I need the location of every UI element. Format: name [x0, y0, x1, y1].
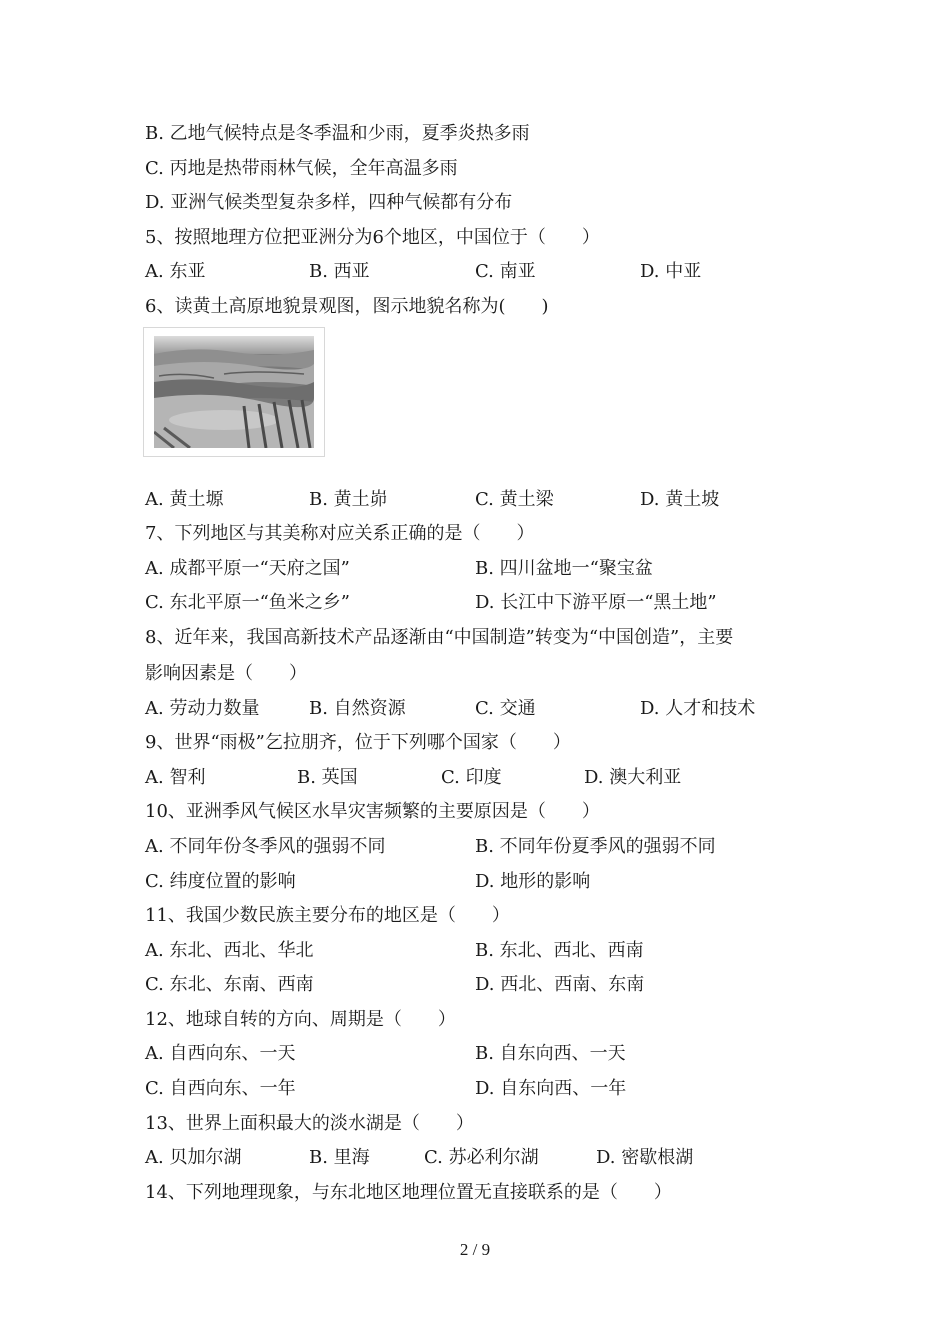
- q8-option-c: C. 交通: [475, 698, 536, 719]
- question-5-stem: 5、按照地理方位把亚洲分为6个地区，中国位于（ ）: [145, 227, 600, 248]
- q12-option-d: D. 自东向西、一年: [475, 1078, 627, 1099]
- q13-option-a: A. 贝加尔湖: [145, 1147, 242, 1168]
- q6-option-c: C. 黄土梁: [475, 489, 554, 510]
- q7-option-b: B. 四川盆地一“聚宝盆: [475, 558, 653, 579]
- q8-option-b: B. 自然资源: [309, 698, 406, 719]
- loess-landscape-image: [154, 336, 314, 448]
- question-14-stem: 14、下列地理现象，与东北地区地理位置无直接联系的是（ ）: [145, 1182, 672, 1203]
- q9-option-c: C. 印度: [441, 767, 502, 788]
- question-13-stem: 13、世界上面积最大的淡水湖是（ ）: [145, 1113, 474, 1134]
- q11-option-c: C. 东北、东南、西南: [145, 974, 314, 995]
- q10-option-c: C. 纬度位置的影响: [145, 871, 296, 892]
- q10-option-b: B. 不同年份夏季风的强弱不同: [475, 836, 716, 857]
- q7-option-c: C. 东北平原一“鱼米之乡”: [145, 592, 350, 613]
- q8-option-a: A. 劳动力数量: [145, 698, 260, 719]
- q9-option-d: D. 澳大利亚: [584, 767, 682, 788]
- q4-option-c: C. 丙地是热带雨林气候，全年高温多雨: [145, 158, 458, 179]
- question-10-stem: 10、亚洲季风气候区水旱灾害频繁的主要原因是（ ）: [145, 801, 600, 822]
- question-9-stem: 9、世界“雨极”乞拉朋齐，位于下列哪个国家（ ）: [145, 732, 571, 753]
- q13-option-c: C. 苏必利尔湖: [424, 1147, 539, 1168]
- q13-option-b: B. 里海: [309, 1147, 370, 1168]
- q13-option-d: D. 密歇根湖: [596, 1147, 694, 1168]
- question-6-stem: 6、读黄土高原地貌景观图，图示地貌名称为( ): [145, 296, 549, 317]
- q7-option-d: D. 长江中下游平原一“黑土地”: [475, 592, 717, 613]
- q7-option-a: A. 成都平原一“天府之国”: [145, 558, 350, 579]
- q6-option-a: A. 黄土塬: [145, 489, 224, 510]
- q10-option-a: A. 不同年份冬季风的强弱不同: [145, 836, 386, 857]
- q5-option-a: A. 东亚: [145, 261, 206, 282]
- q4-option-b: B. 乙地气候特点是冬季温和少雨，夏季炎热多雨: [145, 123, 530, 144]
- q11-option-d: D. 西北、西南、东南: [475, 974, 645, 995]
- question-8-stem-line2: 影响因素是（ ）: [145, 663, 307, 684]
- q5-option-c: C. 南亚: [475, 261, 536, 282]
- q12-option-c: C. 自西向东、一年: [145, 1078, 296, 1099]
- loess-plateau-photo: [143, 327, 325, 457]
- question-7-stem: 7、下列地区与其美称对应关系正确的是（ ）: [145, 523, 535, 544]
- q12-option-b: B. 自东向西、一天: [475, 1043, 626, 1064]
- page-number: 2 / 9: [459, 1240, 491, 1259]
- q12-option-a: A. 自西向东、一天: [145, 1043, 296, 1064]
- q4-option-d: D. 亚洲气候类型复杂多样，四种气候都有分布: [145, 192, 513, 213]
- q11-option-b: B. 东北、西北、西南: [475, 940, 644, 961]
- q6-option-b: B. 黄土峁: [309, 489, 388, 510]
- question-11-stem: 11、我国少数民族主要分布的地区是（ ）: [145, 905, 510, 926]
- q6-option-d: D. 黄土坡: [640, 489, 720, 510]
- question-12-stem: 12、地球自转的方向、周期是（ ）: [145, 1009, 456, 1030]
- q5-option-d: D. 中亚: [640, 261, 702, 282]
- q9-option-b: B. 英国: [297, 767, 358, 788]
- question-8-stem-line1: 8、近年来，我国高新技术产品逐渐由“中国制造”转变为“中国创造”，主要: [145, 627, 734, 648]
- q10-option-d: D. 地形的影响: [475, 871, 591, 892]
- q5-option-b: B. 西亚: [309, 261, 370, 282]
- q8-option-d: D. 人才和技术: [640, 698, 756, 719]
- q11-option-a: A. 东北、西北、华北: [145, 940, 314, 961]
- q9-option-a: A. 智利: [145, 767, 206, 788]
